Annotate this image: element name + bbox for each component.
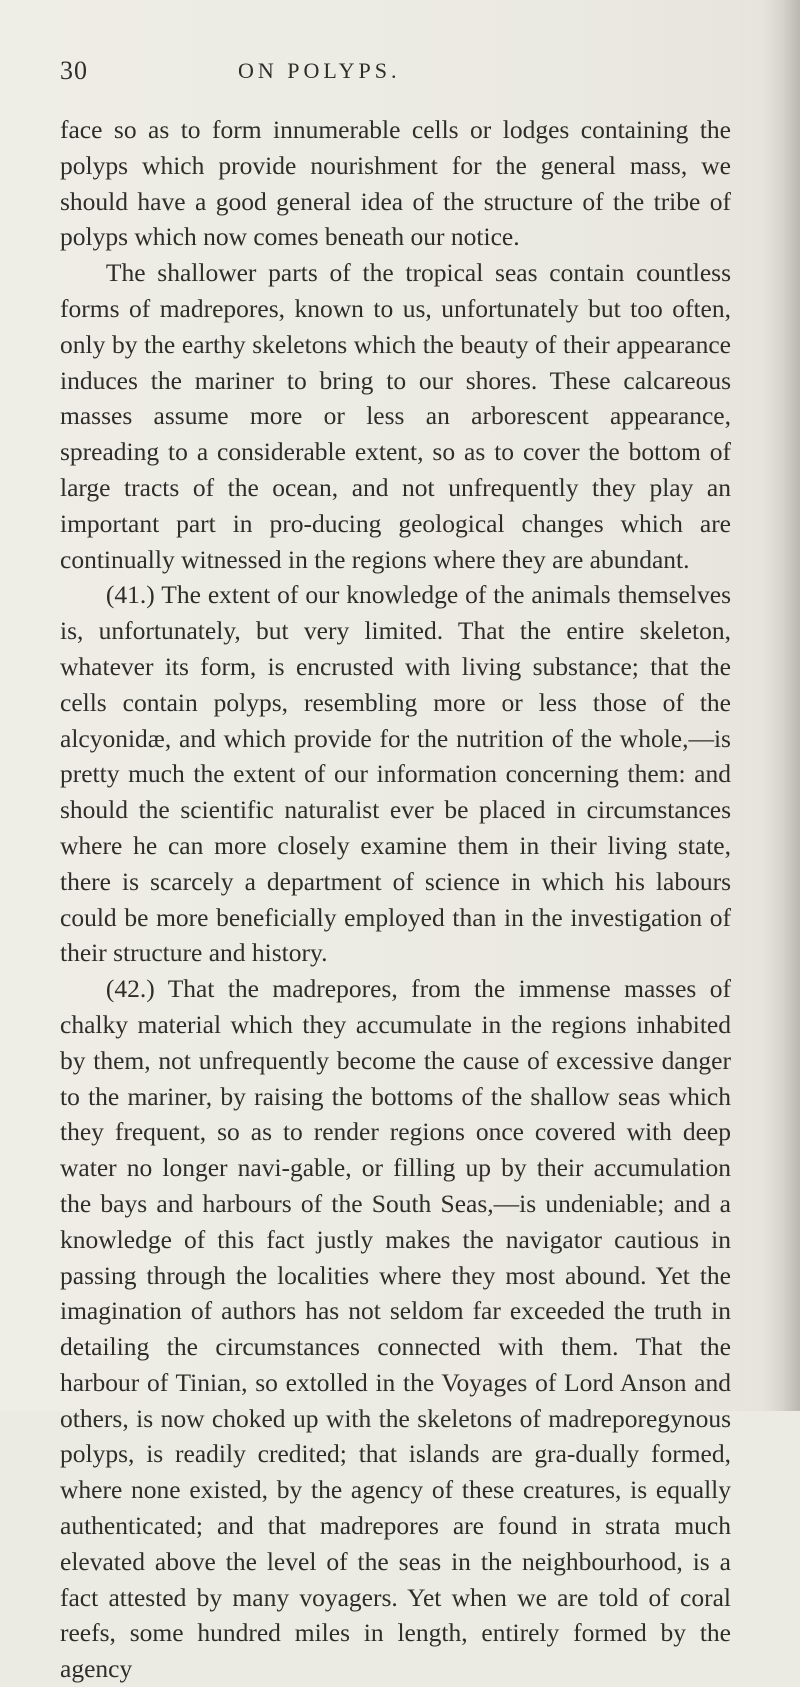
paragraph-continued: face so as to form innumerable cells or lodges containing the polyps which provide nourishment for the general mass, we should have a good general idea of the structure of the tribe of polyps which now comes beneath our notice. <box>60 115 731 252</box>
paragraph-42: (42.) That the madrepores, from the immense masses of chalky material which they accumulate in the regions inhabited by them, not unfrequently become the cause of excessive danger to the mariner, by raising the bottoms of the shallow seas which they frequent, so as to render regions once covered with deep water no longer navi-gable, or filling up by their accumulation the bays and harbours of the South Seas,—is undeniable; and a knowledge of this fact justly makes the navigator cautious in passing through the localities where they most abound. Yet the imagination of authors has not seldom far exceeded the truth in detailing the circumstances connected with them. That the harbour of Tinian, so extolled in the Voyages of Lord Anson and others, is now choked up with the skeletons of madreporegynous polyps, is readily credited; that islands are gra-dually formed, where none existed, by the agency of these creatures, is equally authenticated; and that madrepores are found in strata much elevated above the level of the seas in the neighbourhood, is a fact attested by many voyagers. Yet when we are told of coral reefs, some hundred miles in length, entirely formed by the agency <box>60 974 731 1684</box>
paragraph-madrepores: The shallower parts of the tropical seas contain countless forms of madrepores, known to us, unfortunately but too often, only by the earthy skeletons which the beauty of their appearance induces the mariner to bring to our shores. These calcareous masses assume more or less an arborescent appearance, spreading to a considerable extent, so as to cover the bottom of large tracts of the ocean, and not unfrequently they play an important part in pro-ducing geological changes which are continually witnessed in the regions where they are abundant. <box>60 258 731 574</box>
page-header <box>60 56 730 96</box>
page-edge-shadow <box>760 0 800 1411</box>
body-text <box>60 112 731 1687</box>
paragraph-41: (41.) The extent of our knowledge of the animals themselves is, unfortunately, but very limited. That the entire skeleton, whatever its form, is encrusted with living substance; that the cells contain polyps, resembling more or less those of the alcyonidæ, and which provide for the nutrition of the whole,—is pretty much the extent of our information concerning them: and should the scientific naturalist ever be placed in circumstances where he can more closely examine them in their living state, there is scarcely a department of science in which his labours could be more beneficially employed than in the investigation of their structure and history. <box>60 580 731 968</box>
running-head: ON POLYPS. <box>238 58 401 83</box>
page-number: 30 <box>60 56 88 85</box>
